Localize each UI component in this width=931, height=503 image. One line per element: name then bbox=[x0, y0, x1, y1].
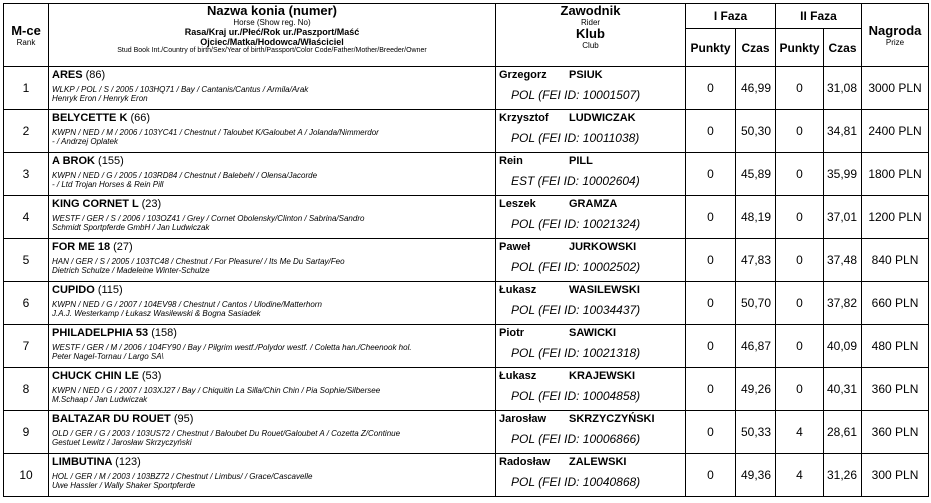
phase2-points: 0 bbox=[776, 239, 824, 282]
results-table bbox=[3, 3, 929, 497]
rank-cell: 6 bbox=[4, 282, 49, 325]
horse-number: (115) bbox=[97, 284, 123, 296]
rider-club: POL (FEI ID: 10011038) bbox=[511, 131, 640, 145]
horse-owner: - / Andrzej Oplatek bbox=[52, 137, 118, 146]
horse-pedigree: KWPN / NED / G / 2007 / 104EV98 / Chestnut / Cantos / Ulodine/Matterhorn bbox=[52, 300, 322, 309]
horse-cell bbox=[49, 110, 496, 153]
rider-last-name: JURKOWSKI bbox=[569, 241, 637, 253]
phase2-time: 35,99 bbox=[824, 153, 862, 196]
prize-cell: 300 PLN bbox=[862, 454, 929, 497]
rider-header-title: Zawodnik bbox=[560, 3, 621, 18]
horse-name-text: CHUCK CHIN LE bbox=[52, 370, 139, 382]
rider-cell bbox=[496, 67, 686, 110]
rank-cell: 7 bbox=[4, 325, 49, 368]
rider-name bbox=[499, 327, 682, 340]
horse-cell bbox=[49, 411, 496, 454]
table-row bbox=[4, 239, 929, 282]
horse-name bbox=[52, 112, 492, 125]
rider-last-name: WASILEWSKI bbox=[569, 284, 640, 296]
rider-last-name: GRAMZA bbox=[569, 198, 618, 210]
prize-cell: 2400 PLN bbox=[862, 110, 929, 153]
table-row bbox=[4, 153, 929, 196]
horse-owner: J.A.J. Westerkamp / Łukasz Wasilewski & Bogna Sasiadek bbox=[52, 309, 261, 318]
prize-header-title: Nagroda bbox=[868, 22, 922, 38]
rider-name bbox=[499, 456, 682, 469]
prize-cell: 840 PLN bbox=[862, 239, 929, 282]
horse-header bbox=[49, 4, 496, 67]
rider-club: POL (FEI ID: 10021324) bbox=[511, 217, 641, 231]
horse-header-line3: Rasa/Kraj ur./Płeć/Rok ur./Paszport/Maść bbox=[184, 27, 360, 37]
phase1-time: 50,33 bbox=[736, 411, 776, 454]
table-row bbox=[4, 110, 929, 153]
rank-cell: 4 bbox=[4, 196, 49, 239]
phase1-points-header: Punkty bbox=[686, 29, 736, 67]
rider-last-name: SKRZYCZYŃSKI bbox=[569, 413, 655, 425]
rank-cell: 1 bbox=[4, 67, 49, 110]
rider-name bbox=[499, 241, 682, 254]
horse-name bbox=[52, 413, 492, 426]
rider-first-name: Radosław bbox=[499, 456, 551, 468]
results-body bbox=[4, 67, 929, 497]
rider-header bbox=[496, 4, 686, 67]
horse-pedigree: KWPN / NED / G / 2007 / 103XJ27 / Bay / Chiquitin La Silla/Chin Chin / Pia Sophie/Silbersee bbox=[52, 386, 381, 395]
horse-cell bbox=[49, 325, 496, 368]
phase2-points: 0 bbox=[776, 282, 824, 325]
phase2-time: 34,81 bbox=[824, 110, 862, 153]
horse-owner: Henryk Eron / Henryk Eron bbox=[52, 94, 148, 103]
table-row bbox=[4, 325, 929, 368]
horse-cell bbox=[49, 239, 496, 282]
rider-first-name: Rein bbox=[499, 155, 523, 167]
rider-last-name: KRAJEWSKI bbox=[569, 370, 636, 382]
horse-cell bbox=[49, 153, 496, 196]
rider-name bbox=[499, 413, 682, 426]
rider-club: POL (FEI ID: 10001507) bbox=[511, 88, 641, 102]
horse-name bbox=[52, 327, 492, 340]
table-row bbox=[4, 411, 929, 454]
table-row bbox=[4, 282, 929, 325]
rank-cell: 5 bbox=[4, 239, 49, 282]
phase1-time: 49,36 bbox=[736, 454, 776, 497]
rider-last-name: SAWICKI bbox=[569, 327, 617, 339]
table-row bbox=[4, 454, 929, 497]
prize-cell: 480 PLN bbox=[862, 325, 929, 368]
horse-name-text: CUPIDO bbox=[52, 284, 95, 296]
rider-club: POL (FEI ID: 10006866) bbox=[511, 432, 641, 446]
phase2-time: 37,48 bbox=[824, 239, 862, 282]
horse-cell bbox=[49, 67, 496, 110]
rider-first-name: Łukasz bbox=[499, 370, 537, 382]
horse-pedigree: WESTF / GER / M / 2006 / 104FY90 / Bay / Pilgrim westf./Polydor westf. / Coletta han./Cheenook hol. bbox=[52, 343, 412, 352]
horse-cell bbox=[49, 282, 496, 325]
phase1-time: 48,19 bbox=[736, 196, 776, 239]
rider-first-name: Piotr bbox=[499, 327, 525, 339]
horse-owner: Gestuet Lewitz / Jarosław Skrzyczyński bbox=[52, 438, 192, 447]
rank-header bbox=[4, 4, 49, 67]
rider-first-name: Jarosław bbox=[499, 413, 547, 425]
horse-cell bbox=[49, 454, 496, 497]
horse-number: (95) bbox=[173, 413, 194, 425]
phase1-points: 0 bbox=[686, 325, 736, 368]
phase1-points: 0 bbox=[686, 239, 736, 282]
phase2-points: 0 bbox=[776, 67, 824, 110]
horse-number: (123) bbox=[115, 456, 141, 468]
phase1-time: 45,89 bbox=[736, 153, 776, 196]
horse-name-text: PHILADELPHIA 53 bbox=[52, 327, 149, 339]
rider-last-name: LUDWICZAK bbox=[569, 112, 636, 124]
phase1-points: 0 bbox=[686, 67, 736, 110]
horse-number: (86) bbox=[85, 69, 106, 81]
phase2-points: 0 bbox=[776, 110, 824, 153]
rider-club: POL (FEI ID: 10002502) bbox=[511, 260, 641, 274]
phase1-time: 46,99 bbox=[736, 67, 776, 110]
phase2-points: 0 bbox=[776, 196, 824, 239]
horse-name bbox=[52, 198, 492, 211]
horse-owner: Peter Nagel-Tornau / Largo SA\ bbox=[52, 352, 164, 361]
rider-cell bbox=[496, 239, 686, 282]
rider-name bbox=[499, 155, 682, 168]
horse-name-text: A BROK bbox=[52, 155, 95, 167]
rider-club: POL (FEI ID: 10004858) bbox=[511, 389, 641, 403]
rank-cell: 9 bbox=[4, 411, 49, 454]
rider-club: POL (FEI ID: 10034437) bbox=[511, 303, 641, 317]
rank-cell: 8 bbox=[4, 368, 49, 411]
phase2-time: 37,82 bbox=[824, 282, 862, 325]
phase1-time: 47,83 bbox=[736, 239, 776, 282]
rider-name bbox=[499, 69, 682, 82]
horse-name bbox=[52, 69, 492, 82]
prize-cell: 3000 PLN bbox=[862, 67, 929, 110]
table-row bbox=[4, 67, 929, 110]
horse-name-text: BALTAZAR DU ROUET bbox=[52, 413, 171, 425]
horse-number: (66) bbox=[130, 112, 151, 124]
phase1-points: 0 bbox=[686, 368, 736, 411]
phase1-points: 0 bbox=[686, 196, 736, 239]
horse-owner: Schmidt Sportpferde GmbH / Jan Ludwiczak bbox=[52, 223, 210, 232]
horse-pedigree: OLD / GER / G / 2003 / 103US72 / Chestnut / Baloubet Du Rouet/Galoubet A / Cozetta Z/Continue bbox=[52, 429, 401, 438]
phase1-time-header: Czas bbox=[736, 29, 776, 67]
horse-cell bbox=[49, 368, 496, 411]
rider-name bbox=[499, 112, 682, 125]
horse-name-text: BELYCETTE K bbox=[52, 112, 128, 124]
prize-cell: 360 PLN bbox=[862, 411, 929, 454]
rider-cell bbox=[496, 196, 686, 239]
phase1-points: 0 bbox=[686, 153, 736, 196]
phase1-time: 50,70 bbox=[736, 282, 776, 325]
horse-name bbox=[52, 284, 492, 297]
phase2-time-header: Czas bbox=[824, 29, 862, 67]
phase2-time: 40,09 bbox=[824, 325, 862, 368]
phase2-time: 37,01 bbox=[824, 196, 862, 239]
phase2-points-header: Punkty bbox=[776, 29, 824, 67]
rider-club: EST (FEI ID: 10002604) bbox=[511, 174, 640, 188]
prize-cell: 1800 PLN bbox=[862, 153, 929, 196]
phase1-time: 50,30 bbox=[736, 110, 776, 153]
phase2-points: 0 bbox=[776, 153, 824, 196]
phase2-points: 0 bbox=[776, 368, 824, 411]
horse-pedigree: WESTF / GER / S / 2006 / 103OZ41 / Grey / Cornet Obolensky/Clinton / Sabrina/Sandro bbox=[52, 214, 365, 223]
rider-first-name: Leszek bbox=[499, 198, 536, 210]
rider-first-name: Grzegorz bbox=[499, 69, 547, 81]
horse-name bbox=[52, 155, 492, 168]
phase1-header: I Faza bbox=[686, 4, 776, 29]
phase2-points: 4 bbox=[776, 411, 824, 454]
phase1-time: 46,87 bbox=[736, 325, 776, 368]
phase1-time: 49,26 bbox=[736, 368, 776, 411]
horse-name bbox=[52, 456, 492, 469]
horse-pedigree: KWPN / NED / G / 2005 / 103RD84 / Chestnut / Balebeh/ / Olensa/Jacorde bbox=[52, 171, 318, 180]
horse-owner: M.Schaap / Jan Ludwiczak bbox=[52, 395, 148, 404]
rider-club: POL (FEI ID: 10040868) bbox=[511, 475, 641, 489]
prize-cell: 660 PLN bbox=[862, 282, 929, 325]
phase2-time: 31,08 bbox=[824, 67, 862, 110]
horse-pedigree: HOL / GER / M / 2003 / 103BZ72 / Chestnut / Limbus/ / Grace/Cascavelle bbox=[52, 472, 313, 481]
rider-cell bbox=[496, 153, 686, 196]
horse-owner: Uwe Hassler / Wally Shaker Sportpferde bbox=[52, 481, 196, 490]
horse-name-text: ARES bbox=[52, 69, 83, 81]
horse-owner: - / Ltd Trojan Horses & Rein Pill bbox=[52, 180, 164, 189]
rider-cell bbox=[496, 110, 686, 153]
horse-pedigree: KWPN / NED / M / 2006 / 103YC41 / Chestnut / Taloubet K/Galoubet A / Jolanda/Nimmerdor bbox=[52, 128, 379, 137]
phase1-points: 0 bbox=[686, 411, 736, 454]
horse-number: (27) bbox=[113, 241, 133, 253]
horse-owner: Dietrich Schulze / Madeleine Winter-Schulze bbox=[52, 266, 210, 275]
phase1-points: 0 bbox=[686, 454, 736, 497]
rider-cell bbox=[496, 368, 686, 411]
rider-last-name: PSIUK bbox=[569, 69, 603, 81]
rider-cell bbox=[496, 325, 686, 368]
rank-cell: 3 bbox=[4, 153, 49, 196]
rider-first-name: Paweł bbox=[499, 241, 531, 253]
horse-header-title: Nazwa konia (numer) bbox=[206, 3, 338, 18]
table-row bbox=[4, 368, 929, 411]
horse-number: (155) bbox=[98, 155, 124, 167]
rider-name bbox=[499, 284, 682, 297]
horse-name-text: KING CORNET L bbox=[52, 198, 139, 210]
phase2-time: 31,26 bbox=[824, 454, 862, 497]
club-header-title: Klub bbox=[576, 26, 605, 41]
rider-cell bbox=[496, 411, 686, 454]
prize-header bbox=[862, 4, 929, 67]
rank-cell: 10 bbox=[4, 454, 49, 497]
prize-cell: 1200 PLN bbox=[862, 196, 929, 239]
rider-cell bbox=[496, 454, 686, 497]
phase1-points: 0 bbox=[686, 110, 736, 153]
rider-first-name: Łukasz bbox=[499, 284, 537, 296]
horse-number: (158) bbox=[151, 327, 177, 339]
rider-last-name: ZALEWSKI bbox=[569, 456, 627, 468]
rider-club: POL (FEI ID: 10021318) bbox=[511, 346, 641, 360]
horse-cell bbox=[49, 196, 496, 239]
rider-name bbox=[499, 198, 682, 211]
table-row bbox=[4, 196, 929, 239]
horse-name bbox=[52, 241, 492, 254]
horse-name-text: LIMBUTINA bbox=[52, 456, 113, 468]
horse-name-text: FOR ME 18 bbox=[52, 241, 111, 253]
prize-cell: 360 PLN bbox=[862, 368, 929, 411]
horse-number: (23) bbox=[141, 198, 162, 210]
phase1-points: 0 bbox=[686, 282, 736, 325]
club-header-sub: Club bbox=[582, 41, 599, 50]
phase2-time: 28,61 bbox=[824, 411, 862, 454]
phase2-points: 0 bbox=[776, 325, 824, 368]
horse-name bbox=[52, 370, 492, 383]
rank-header-sub: Rank bbox=[16, 37, 36, 47]
phase2-header: II Faza bbox=[776, 4, 862, 29]
horse-pedigree: WLKP / POL / S / 2005 / 103HQ71 / Bay / Cantanis/Cantus / Armila/Arak bbox=[52, 85, 309, 94]
rider-first-name: Krzysztof bbox=[499, 112, 549, 124]
horse-number: (53) bbox=[141, 370, 162, 382]
horse-header-sub: Horse (Show reg. No) bbox=[233, 18, 311, 27]
phase2-time: 40,31 bbox=[824, 368, 862, 411]
horse-pedigree: HAN / GER / S / 2005 / 103TC48 / Chestnut / For Pleasure/ / Its Me Du Sartay/Feo bbox=[52, 257, 345, 266]
prize-header-sub: Prize bbox=[885, 37, 905, 47]
horse-header-line5: Stud Book Int./Country of birth/Sex/Year of birth/Passport/Color Code/Father/Mother/Breeder/Owner bbox=[117, 47, 427, 54]
horse-header-line4: Ojciec/Matka/Hodowca/Właściciel bbox=[200, 37, 344, 47]
phase2-points: 4 bbox=[776, 454, 824, 497]
rider-last-name: PILL bbox=[569, 155, 593, 167]
rider-name bbox=[499, 370, 682, 383]
rank-header-label: M-ce bbox=[11, 22, 41, 38]
rider-header-sub: Rider bbox=[580, 18, 601, 27]
rider-cell bbox=[496, 282, 686, 325]
rank-cell: 2 bbox=[4, 110, 49, 153]
